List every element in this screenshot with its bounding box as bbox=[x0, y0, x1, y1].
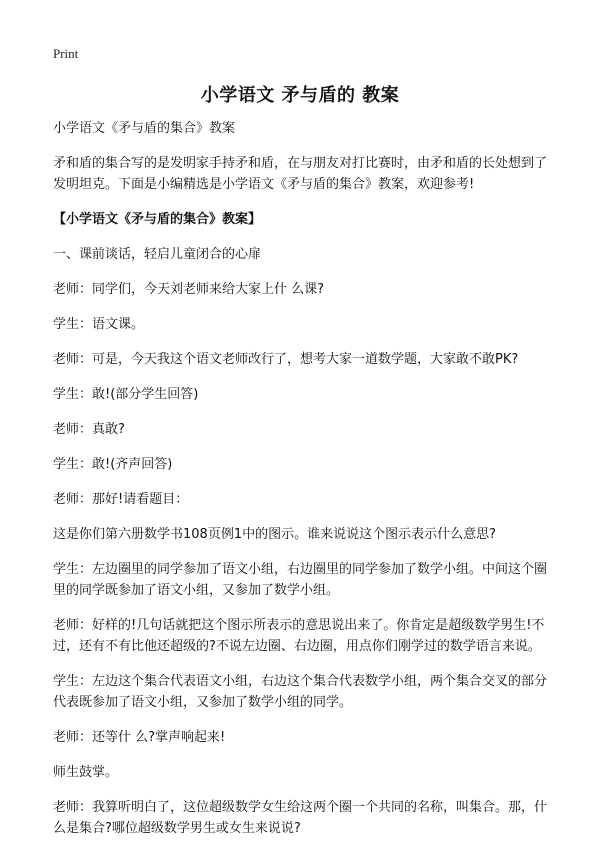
paragraph: 一、课前谈话，轻启儿童闭合的心扉 bbox=[53, 247, 262, 262]
paragraph: 这是你们第六册数学书108页例1中的图示。谁来说说这个图示表示什么意思? bbox=[53, 527, 496, 542]
paragraph: 老师：那好!请看题目： bbox=[53, 492, 189, 507]
paragraph: 学生：敢!(部分学生回答) bbox=[53, 387, 199, 402]
paragraph: 学生：语文课。 bbox=[53, 317, 145, 332]
paragraph: 小学语文《矛与盾的集合》教案 bbox=[53, 121, 236, 136]
paragraph: 老师：我算听明白了，这位超级数学女生给这两个圈一个共同的名称，叫集合。那，什 么是集合?哪位超级数学男生或女生来说说? bbox=[53, 800, 548, 836]
paragraph: 学生：左边圈里的同学参加了语文小组，右边圈里的同学参加了数学小组。中间这个圈里的同学既参加了语文小组，又参加了数学小组。 bbox=[53, 562, 548, 598]
paragraph: 矛和盾的集合写的是发明家手持矛和盾，在与朋友对打比赛时，由矛和盾的长处想到了发明坦克。下面是小编精选是小学语文《矛与盾的集合》教案，欢迎参考! bbox=[53, 156, 548, 192]
paragraph: 学生：左边这个集合代表语文小组，右边这个集合代表数学小组，两个集合交叉的部分代表既参加了语文小组，又参加了数学小组的同学。 bbox=[53, 674, 548, 710]
paragraph: 老师：还等什 么?掌声响起来! bbox=[53, 730, 226, 745]
paragraph: 老师：真敢? bbox=[53, 422, 125, 437]
paragraph: 师生鼓掌。 bbox=[53, 765, 119, 780]
page-title: 小学语文 矛与盾的 教案 bbox=[200, 85, 400, 106]
paragraph: 老师：同学们，今天刘老师来给大家上什 么课? bbox=[53, 282, 325, 297]
article-body bbox=[53, 118, 553, 853]
paragraph: 学生：敢!(齐声回答) bbox=[53, 457, 173, 472]
print-link[interactable]: Print bbox=[53, 46, 79, 61]
paragraph: 老师：好样的!几句话就把这个图示所表示的意思说出来了。你肯定是超级数学男生!不过，还有不有比他还超级的?不说左边圈、右边圈，用点你们刚学过的数学语言来说。 bbox=[53, 618, 545, 654]
paragraph: 老师：可是，今天我这个语文老师改行了，想考大家一道数学题，大家敢不敢PK? bbox=[53, 352, 519, 367]
section-heading: 【小学语文《矛与盾的集合》教案】 bbox=[53, 212, 262, 227]
